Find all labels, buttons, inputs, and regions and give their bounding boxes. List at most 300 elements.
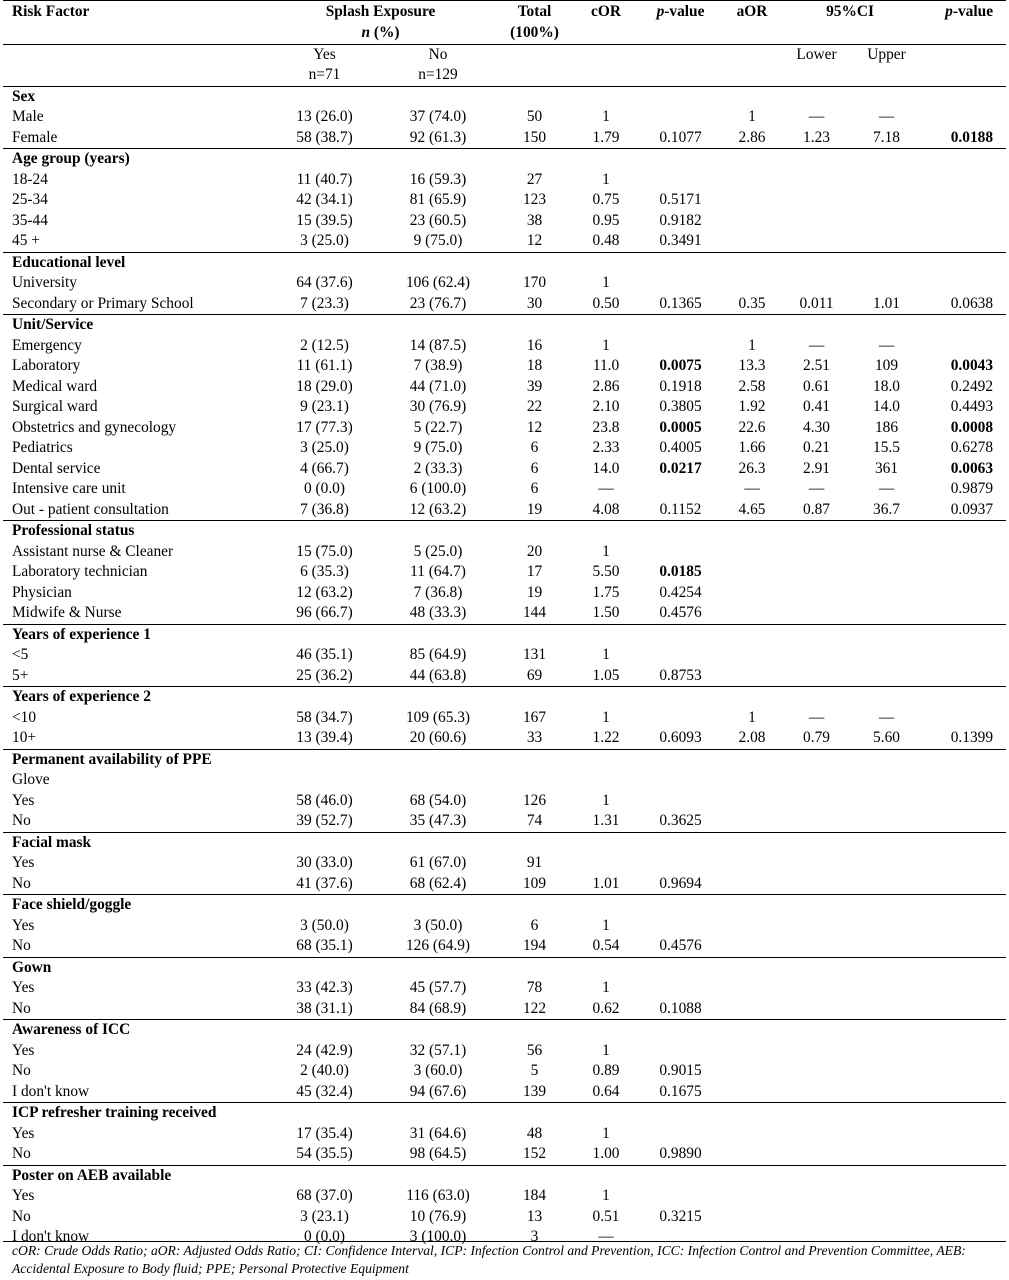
table-row — [3, 603, 1006, 624]
row-label: Female — [12, 128, 58, 146]
cell-aor — [724, 916, 780, 937]
cell-cor: 1 — [602, 916, 610, 934]
cell-p2 — [920, 170, 1006, 191]
cell-total: 13 — [526, 1207, 543, 1225]
row-label: Pediatrics — [12, 439, 73, 456]
cell-total: 131 — [522, 646, 547, 663]
row-label: Yes — [12, 916, 35, 934]
cell-p2 — [920, 583, 1006, 604]
cell-lower — [780, 170, 853, 191]
row-label: Dental service — [12, 459, 101, 477]
cell-upper — [853, 874, 920, 895]
cell-yes: 11 (40.7) — [296, 170, 353, 188]
cell-no: 92 (61.3) — [409, 128, 467, 146]
cell-lower — [780, 1144, 853, 1165]
header-total-line1: Total — [517, 3, 552, 20]
table-row — [3, 479, 1006, 500]
cell-aor — [724, 770, 780, 791]
table-row — [3, 811, 1006, 832]
cell-lower: 2.51 — [803, 357, 830, 374]
row-label: Intensive care unit — [12, 480, 126, 497]
cell-cor: 0.75 — [592, 191, 620, 208]
cell-p2 — [920, 542, 1006, 563]
cell-aor — [724, 1144, 780, 1165]
cell-cor — [575, 853, 637, 874]
footnote: cOR: Crude Odds Ratio; aOR: Adjusted Odds Ratio; CI: Confidence Interval, ICP: Infection Control and Prevention, ICC: Infection Control and Prevention Committee, AEB: Accidental Exposure to Body fluid; PPE; Personal Protective Equipment — [12, 1243, 966, 1276]
cell-aor: 2.08 — [738, 729, 766, 746]
row-label: No — [12, 1145, 31, 1162]
cell-no: 6 (100.0) — [409, 480, 467, 497]
cell-yes: 7 (23.3) — [300, 294, 349, 312]
cell-p2 — [920, 853, 1006, 874]
table-row — [3, 500, 1006, 521]
cell-yes: 17 (77.3) — [296, 418, 353, 436]
cell-p2 — [920, 562, 1006, 583]
table-row — [3, 356, 1006, 377]
cell-p2 — [920, 211, 1006, 232]
cell-upper — [853, 273, 920, 294]
table-row — [3, 128, 1006, 149]
cell-lower — [780, 978, 853, 999]
cell-total: 6 — [530, 480, 539, 497]
cell-p: 0.4576 — [659, 937, 702, 954]
cell-upper — [853, 542, 920, 563]
cell-p: 0.0005 — [659, 418, 702, 436]
subheader-blank-3 — [637, 44, 724, 86]
cell-upper — [853, 936, 920, 957]
cell-no: 81 (65.9) — [409, 191, 467, 208]
row-label: 25-34 — [12, 191, 48, 208]
table-row — [3, 273, 1006, 294]
cell-aor — [724, 170, 780, 191]
table-row — [3, 853, 1006, 874]
cell-aor: 4.65 — [738, 500, 766, 518]
cell-no: 68 (54.0) — [409, 791, 467, 809]
cell-total: 19 — [526, 583, 543, 601]
cell-cor: — — [598, 480, 614, 497]
cell-p2 — [920, 874, 1006, 895]
cell-no: 84 (68.9) — [409, 999, 467, 1017]
table-row — [3, 418, 1006, 439]
section-title: Awareness of ICC — [12, 1021, 131, 1038]
row-label: Surgical ward — [12, 398, 98, 415]
cell-no: 126 (64.9) — [405, 937, 471, 954]
table-row — [3, 916, 1006, 937]
cell-p — [637, 770, 724, 791]
cell-p: 0.3625 — [659, 812, 702, 829]
cell-aor: — — [744, 480, 760, 497]
subheader-yes-label: Yes — [313, 45, 336, 63]
cell-yes: 41 (37.6) — [296, 874, 353, 892]
cell-yes: 58 (38.7) — [296, 128, 353, 146]
cell-lower — [780, 603, 853, 624]
cell-lower — [780, 190, 853, 211]
cell-yes: 6 (35.3) — [300, 563, 349, 580]
cell-aor: 1.66 — [738, 439, 766, 456]
table-row — [3, 791, 1006, 812]
row-label: Midwife & Nurse — [12, 604, 122, 621]
cell-yes: 11 (61.1) — [296, 357, 353, 374]
cell-yes: 33 (42.3) — [296, 979, 353, 996]
cell-upper: 1.01 — [873, 294, 900, 312]
subheader-yes — [267, 44, 382, 86]
cell-total: 50 — [526, 108, 543, 125]
row-label: No — [12, 1062, 31, 1079]
cell-total: 6 — [530, 459, 539, 477]
cell-cor: 1.01 — [592, 874, 620, 892]
row-label: No — [12, 812, 31, 829]
row-label: I don't know — [12, 1228, 90, 1245]
row-label: Emergency — [12, 336, 82, 354]
top-rule — [3, 0, 1006, 1]
row-label: Yes — [12, 854, 35, 871]
cell-p2: 0.6278 — [950, 439, 994, 456]
cell-cor: 0.64 — [592, 1082, 620, 1100]
row-label: No — [12, 999, 31, 1017]
cell-no: 3 (50.0) — [413, 916, 463, 934]
cell-upper — [853, 1041, 920, 1062]
cell-aor: 0.35 — [738, 294, 766, 312]
header-total — [494, 2, 575, 44]
cell-cor: 1 — [602, 791, 610, 809]
cell-total: 6 — [530, 439, 539, 456]
subheader-upper: Upper — [853, 44, 920, 86]
cell-p: 0.9015 — [659, 1062, 702, 1079]
cell-upper: 14.0 — [873, 398, 900, 415]
cell-p: 0.8753 — [659, 666, 702, 684]
cell-upper: — — [878, 336, 895, 354]
cell-lower — [780, 1124, 853, 1145]
cell-cor: 1 — [602, 108, 610, 125]
cell-no: 10 (76.9) — [409, 1207, 467, 1225]
cell-cor: 1 — [602, 979, 610, 996]
cell-p: 0.3215 — [659, 1207, 702, 1225]
cell-total: 56 — [526, 1041, 543, 1059]
cell-upper: — — [878, 108, 895, 125]
cell-upper — [853, 791, 920, 812]
cell-yes — [267, 770, 382, 791]
section-title: Years of experience 2 — [12, 688, 151, 705]
cell-p2 — [920, 190, 1006, 211]
subheader-yes-n: n=71 — [308, 66, 341, 83]
table-row — [3, 999, 1006, 1020]
cell-p: 0.4005 — [659, 439, 702, 456]
row-label: Secondary or Primary School — [12, 294, 194, 312]
cell-total: 123 — [522, 191, 547, 208]
cell-total: 33 — [526, 729, 543, 746]
cell-yes: 58 (34.7) — [296, 708, 353, 726]
table-row — [3, 336, 1006, 357]
cell-p2 — [920, 811, 1006, 832]
cell-no: 35 (47.3) — [409, 812, 467, 829]
cell-total: 12 — [526, 418, 543, 436]
cell-lower: — — [808, 708, 825, 726]
cell-no: 9 (75.0) — [413, 232, 463, 249]
cell-upper: — — [878, 480, 895, 497]
cell-total: 184 — [522, 1187, 547, 1204]
cell-upper: 361 — [874, 459, 899, 477]
cell-yes: 25 (36.2) — [296, 666, 353, 684]
cell-aor: 2.58 — [738, 377, 766, 395]
cell-yes: 38 (31.1) — [296, 999, 353, 1017]
cell-p2 — [920, 936, 1006, 957]
row-label: 5+ — [12, 666, 29, 684]
cell-cor: 1.50 — [592, 604, 620, 621]
section-title: ICP refresher training received — [12, 1104, 217, 1121]
cell-total: 152 — [522, 1145, 547, 1162]
cell-yes: 17 (35.4) — [296, 1124, 353, 1142]
row-label: Yes — [12, 1041, 35, 1059]
cell-upper: 109 — [874, 357, 899, 374]
cell-p2 — [920, 708, 1006, 729]
section-header-row — [3, 521, 1006, 542]
cell-p2 — [920, 336, 1006, 357]
table-row — [3, 936, 1006, 957]
header-pvalue2-rest: -value — [952, 3, 994, 20]
subheader-blank-1 — [494, 44, 575, 86]
cell-p — [637, 542, 724, 563]
section-header-row — [3, 1020, 1006, 1041]
cell-lower — [780, 645, 853, 666]
cell-p: 0.6093 — [659, 729, 702, 746]
cell-no — [382, 770, 494, 791]
cell-total: 16 — [526, 336, 543, 354]
cell-lower: — — [808, 108, 825, 125]
row-label: Yes — [12, 791, 35, 809]
cell-yes: 96 (66.7) — [296, 604, 353, 621]
cell-total: 194 — [522, 937, 547, 954]
cell-lower — [780, 231, 853, 252]
cell-p — [637, 708, 724, 729]
cell-aor — [724, 1124, 780, 1145]
cell-p2 — [920, 1082, 1006, 1103]
cell-no: 44 (63.8) — [409, 666, 467, 684]
cell-total: 12 — [526, 232, 543, 249]
cell-p: 0.9182 — [659, 211, 702, 229]
row-label: 45 + — [12, 232, 40, 249]
cell-cor: 23.8 — [592, 418, 620, 436]
cell-p: 0.1365 — [659, 294, 702, 312]
table-row — [3, 1061, 1006, 1082]
cell-cor: 2.10 — [592, 398, 620, 415]
cell-total: 5 — [530, 1062, 539, 1079]
cell-cor: 0.62 — [592, 999, 620, 1017]
cell-p: 0.1077 — [659, 128, 702, 146]
header-pvalue-adjusted — [920, 2, 1006, 44]
cell-no: 32 (57.1) — [409, 1041, 467, 1059]
section-header-row — [3, 687, 1006, 708]
section-header-row — [3, 624, 1006, 645]
table-row — [3, 1186, 1006, 1207]
cell-yes: 58 (46.0) — [296, 791, 353, 809]
subheader-blank-5 — [920, 44, 1006, 86]
cell-yes: 9 (23.1) — [300, 398, 349, 415]
cell-no: 20 (60.6) — [409, 729, 467, 746]
cell-no: 3 (60.0) — [413, 1062, 463, 1079]
cell-cor: 1 — [602, 1124, 610, 1142]
cell-lower — [780, 273, 853, 294]
cell-lower: 0.79 — [803, 729, 830, 746]
cell-aor — [724, 1207, 780, 1228]
row-label: I don't know — [12, 1082, 90, 1100]
cell-p — [637, 853, 724, 874]
cell-total: 91 — [526, 854, 543, 871]
cell-upper — [853, 1082, 920, 1103]
table-row — [3, 728, 1006, 749]
cell-p2 — [920, 1124, 1006, 1145]
section-header-row — [3, 749, 1006, 770]
cell-p2: 0.0063 — [950, 459, 994, 477]
cell-p2: 0.2492 — [950, 377, 994, 395]
cell-p2 — [920, 1144, 1006, 1165]
table-row — [3, 190, 1006, 211]
row-label: Out - patient consultation — [12, 500, 169, 518]
cell-lower — [780, 874, 853, 895]
cell-upper — [853, 603, 920, 624]
cell-yes: 3 (25.0) — [300, 232, 349, 249]
cell-aor — [724, 1082, 780, 1103]
cell-total: 150 — [522, 128, 547, 146]
cell-cor: 1 — [602, 1041, 610, 1059]
cell-p2 — [920, 1186, 1006, 1207]
header-ci: 95%CI — [826, 3, 874, 20]
cell-yes: 3 (23.1) — [300, 1207, 349, 1225]
section-title: Poster on AEB available — [12, 1166, 172, 1184]
cell-total: 167 — [522, 708, 547, 726]
cell-cor: 1.22 — [592, 729, 620, 746]
cell-cor: 11.0 — [592, 357, 620, 374]
table-row — [3, 583, 1006, 604]
cell-aor: 2.86 — [738, 128, 766, 146]
row-label: 10+ — [12, 729, 37, 746]
risk-factor-table — [3, 2, 1006, 1248]
cell-p — [637, 479, 724, 500]
cell-yes: 2 (12.5) — [300, 336, 349, 354]
cell-lower — [780, 936, 853, 957]
cell-no: 23 (76.7) — [409, 294, 467, 312]
cell-no: 7 (36.8) — [413, 583, 463, 601]
row-label: Obstetrics and gynecology — [12, 418, 177, 436]
cell-lower: — — [808, 336, 825, 354]
header-pvalue2-p: p — [945, 3, 953, 20]
row-label: No — [12, 1207, 31, 1225]
table-row — [3, 666, 1006, 687]
cell-p2 — [920, 603, 1006, 624]
cell-lower — [780, 666, 853, 687]
cell-upper — [853, 1207, 920, 1228]
cell-cor: 1.05 — [592, 666, 620, 684]
cell-no: 106 (62.4) — [405, 274, 471, 291]
cell-yes: 39 (52.7) — [296, 812, 353, 829]
cell-yes: 2 (40.0) — [300, 1062, 349, 1079]
header-splash-exposure-label: Splash Exposure — [325, 3, 436, 20]
cell-yes: 13 (26.0) — [296, 108, 353, 125]
section-header-row — [3, 1165, 1006, 1186]
table-row — [3, 770, 1006, 791]
section-title: Face shield/goggle — [12, 896, 132, 913]
subheader-blank-4 — [724, 44, 780, 86]
cell-yes: 45 (32.4) — [296, 1082, 353, 1100]
cell-p2 — [920, 666, 1006, 687]
subheader-blank-2 — [575, 44, 637, 86]
cell-p: 0.0185 — [659, 563, 702, 580]
cell-p2 — [920, 770, 1006, 791]
cell-lower — [780, 1061, 853, 1082]
cell-upper: — — [878, 708, 895, 726]
cell-p: 0.0217 — [659, 459, 702, 477]
cell-cor: 1 — [602, 170, 610, 188]
table-row — [3, 397, 1006, 418]
cell-no: 5 (25.0) — [413, 542, 463, 560]
cell-cor: 0.89 — [592, 1062, 620, 1079]
cell-yes: 64 (37.6) — [296, 274, 353, 291]
section-title: Unit/Service — [12, 316, 94, 333]
cell-upper: 5.60 — [873, 729, 900, 746]
cell-no: 7 (38.9) — [413, 357, 463, 374]
table-row — [3, 294, 1006, 315]
cell-total: 144 — [522, 604, 547, 621]
cell-upper — [853, 190, 920, 211]
cell-upper — [853, 583, 920, 604]
cell-lower: 0.011 — [799, 294, 834, 312]
cell-aor: 13.3 — [738, 357, 766, 374]
cell-p2: 0.0638 — [950, 294, 994, 312]
row-label: Laboratory technician — [12, 563, 148, 580]
cell-aor: 26.3 — [738, 459, 766, 477]
cell-aor — [724, 211, 780, 232]
row-label: No — [12, 937, 31, 954]
cell-yes: 3 (50.0) — [300, 916, 349, 934]
cell-aor — [724, 1061, 780, 1082]
cell-p2 — [920, 273, 1006, 294]
cell-cor: 0.95 — [592, 211, 620, 229]
cell-lower — [780, 791, 853, 812]
subheader-no — [382, 44, 494, 86]
cell-upper: 186 — [874, 418, 899, 436]
cell-cor: 1 — [602, 336, 610, 354]
header-pct: (%) — [370, 23, 400, 41]
table-row — [3, 231, 1006, 252]
cell-upper — [853, 1124, 920, 1145]
cell-yes: 7 (36.8) — [300, 500, 349, 518]
cell-no: 9 (75.0) — [413, 439, 463, 456]
header-pvalue-rest: -value — [664, 3, 705, 20]
table-row — [3, 1144, 1006, 1165]
cell-aor — [724, 231, 780, 252]
cell-upper: 7.18 — [873, 128, 900, 146]
cell-yes: 54 (35.5) — [296, 1145, 353, 1162]
row-label: <10 — [12, 708, 37, 726]
cell-yes: 3 (25.0) — [300, 439, 349, 456]
section-header-row — [3, 957, 1006, 978]
cell-lower — [780, 999, 853, 1020]
header-splash-exposure — [267, 2, 494, 44]
cell-aor — [724, 936, 780, 957]
cell-p: 0.0075 — [659, 357, 702, 374]
cell-upper — [853, 811, 920, 832]
cell-no: 11 (64.7) — [410, 563, 466, 580]
cell-p — [637, 170, 724, 191]
cell-lower: — — [808, 480, 825, 497]
cell-cor: — — [598, 1228, 614, 1245]
cell-no: 16 (59.3) — [409, 170, 467, 188]
cell-yes: 0 (0.0) — [303, 480, 346, 497]
cell-p: 0.9694 — [659, 874, 702, 892]
cell-upper — [853, 231, 920, 252]
cell-p2: 0.1399 — [950, 729, 994, 746]
cell-no: 44 (71.0) — [409, 377, 467, 395]
header-n-pct — [267, 23, 494, 44]
